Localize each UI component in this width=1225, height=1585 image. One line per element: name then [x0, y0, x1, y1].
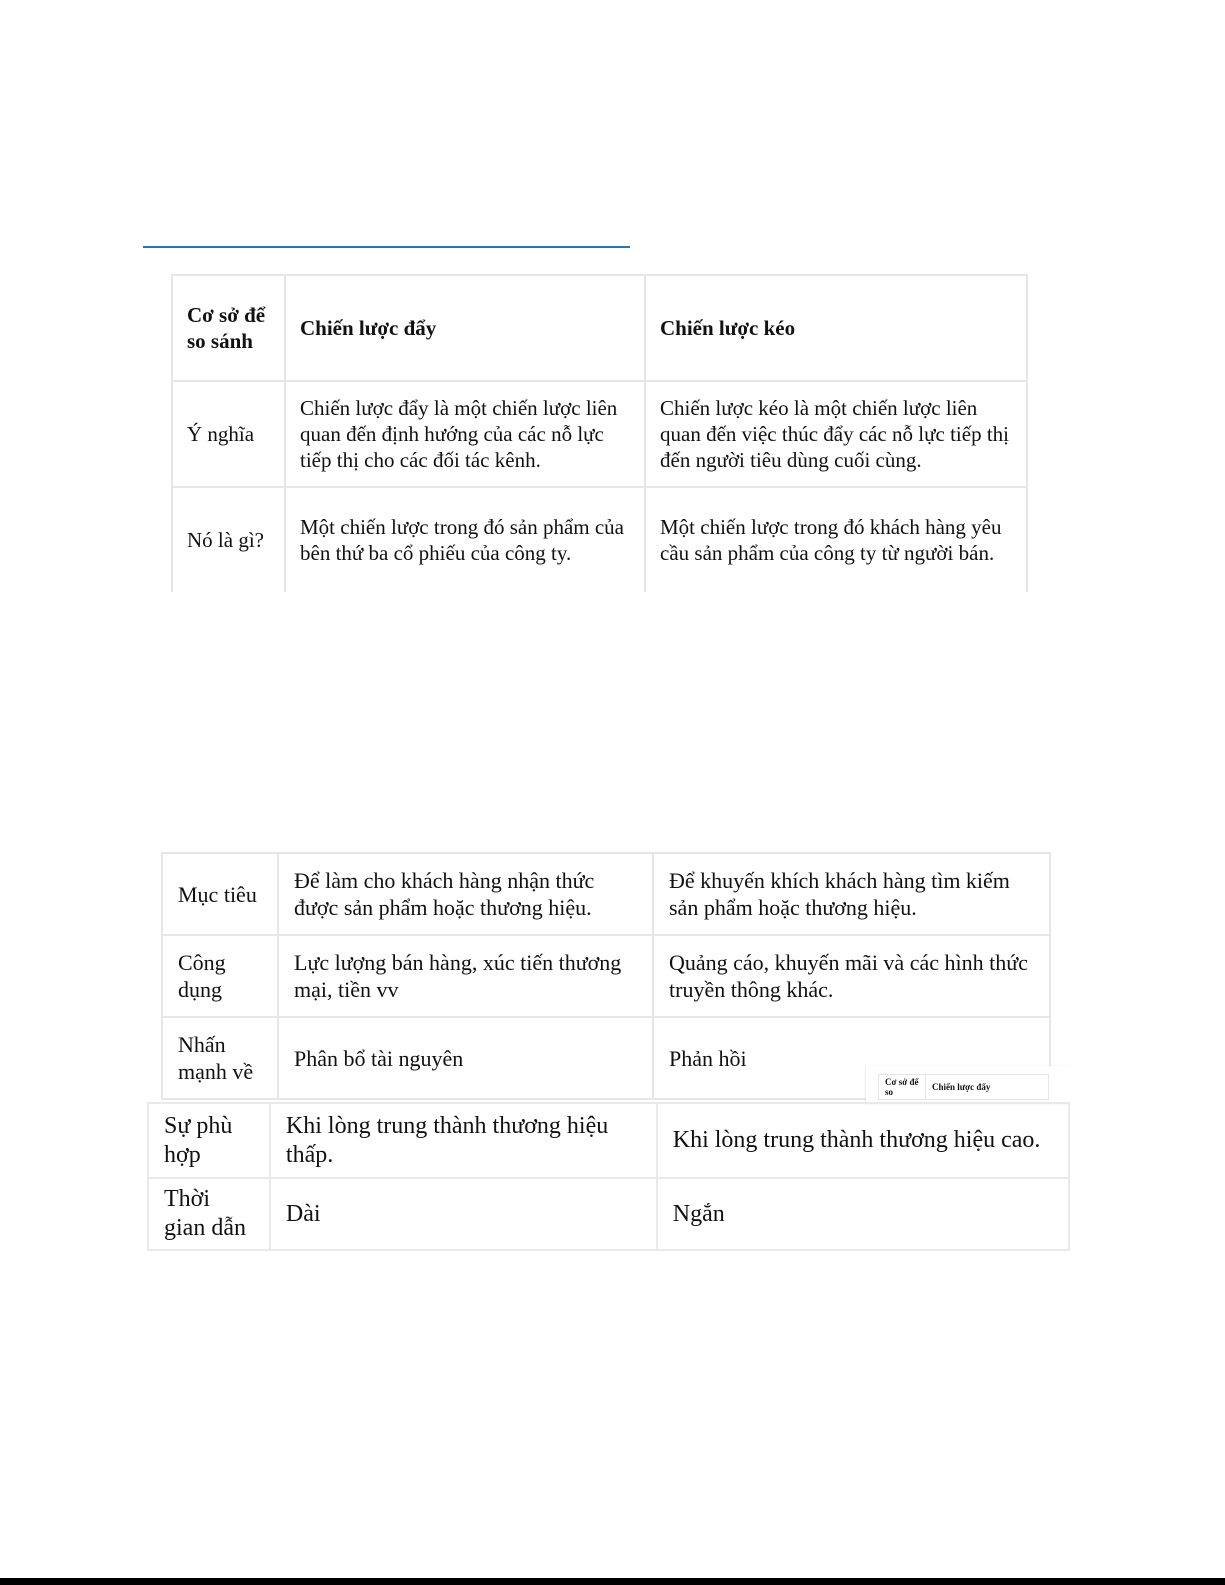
table-row [172, 487, 1027, 592]
table-row [172, 381, 1027, 487]
pull-cell: Phản hồi [653, 1017, 1050, 1099]
comparison-table-2-frame [140, 852, 1070, 1100]
push-cell: Một chiến lược trong đó sản phẩm của bên thứ ba cổ phiếu của công ty. [285, 487, 645, 592]
comparison-table-2 [161, 852, 1051, 1100]
comparison-table-3-frame [145, 1102, 1070, 1262]
comparison-table-1 [171, 274, 1028, 592]
pull-cell: Chiến lược kéo là một chiến lược liên quan đến việc thúc đẩy các nỗ lực tiếp thị đến người tiêu dùng cuối cùng. [645, 381, 1027, 487]
pull-cell: Ngắn [657, 1178, 1069, 1250]
pull-cell: Khi lòng trung thành thương hiệu cao. [657, 1103, 1069, 1178]
pull-cell: Để khuyến khích khách hàng tìm kiếm sản phẩm hoặc thương hiệu. [653, 853, 1050, 935]
header-basis: Cơ sở để so sánh [172, 275, 285, 381]
table-row [162, 853, 1050, 935]
pull-cell: Quảng cáo, khuyến mãi và các hình thức truyền thông khác. [653, 935, 1050, 1017]
push-cell: Phân bổ tài nguyên [278, 1017, 653, 1099]
page-bottom-bar [0, 1578, 1225, 1585]
push-cell: Khi lòng trung thành thương hiệu thấp. [270, 1103, 657, 1178]
row-label: Công dụng [162, 935, 278, 1017]
thumbnail-fragment [866, 1066, 1070, 1104]
pull-cell: Một chiến lược trong đó khách hàng yêu cầu sản phẩm của công ty từ người bán. [645, 487, 1027, 592]
push-cell: Dài [270, 1178, 657, 1250]
row-label: Ý nghĩa [172, 381, 285, 487]
comparison-table-1-frame [140, 274, 1070, 592]
table-row [162, 935, 1050, 1017]
push-cell: Lực lượng bán hàng, xúc tiến thương mại, tiền vv [278, 935, 653, 1017]
table-row [148, 1103, 1069, 1178]
row-label: Mục tiêu [162, 853, 278, 935]
header-pull-strategy: Chiến lược kéo [645, 275, 1027, 381]
table-header-row [172, 275, 1027, 381]
header-push-strategy: Chiến lược đẩy [285, 275, 645, 381]
push-cell: Để làm cho khách hàng nhận thức được sản phẩm hoặc thương hiệu. [278, 853, 653, 935]
header-rule [143, 246, 630, 248]
thumb-header-push: Chiến lược đẩy [926, 1075, 1049, 1100]
table-row [148, 1178, 1069, 1250]
push-cell: Chiến lược đẩy là một chiến lược liên quan đến định hướng của các nỗ lực tiếp thị cho các đối tác kênh. [285, 381, 645, 487]
row-label: Thời gian dẫn [148, 1178, 270, 1250]
thumb-header-basis: Cơ sở để so [879, 1075, 926, 1100]
comparison-table-3 [147, 1102, 1070, 1251]
row-label: Nó là gì? [172, 487, 285, 592]
row-label: Sự phù hợp [148, 1103, 270, 1178]
row-label: Nhấn mạnh về [162, 1017, 278, 1099]
